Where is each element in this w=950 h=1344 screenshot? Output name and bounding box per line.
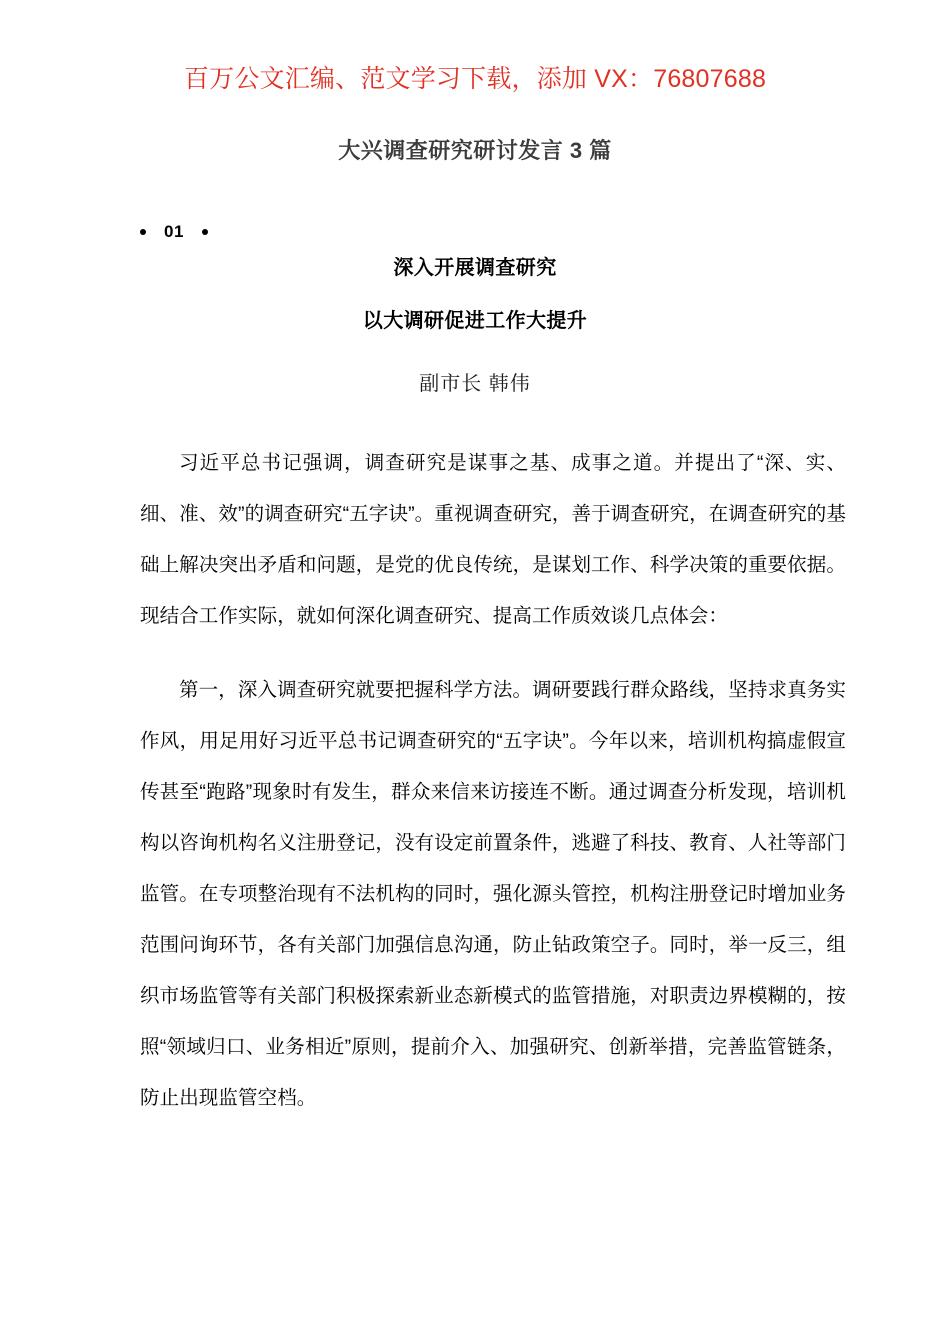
bullet-dot-right-icon: [202, 229, 208, 235]
section-marker: [140, 222, 208, 242]
promo-header-text: 百万公文汇编、范文学习下载，添加 VX：76807688: [183, 65, 767, 93]
section-heading-block: [0, 255, 950, 334]
section-heading-line-1: 深入开展调查研究: [393, 257, 557, 279]
body-paragraph: 习近平总书记强调，调查研究是谋事之基、成事之道。并提出了“深、实、细、准、效”的调查研究“五字诀”。重视调查研究，善于调查研究，在调查研究的基础上解决突出矛盾和问题，是党的优良传统，是谋划工作、科学决策的重要依据。现结合工作实际，就如何深化调查研究、提高工作质效谈几点体会：: [140, 452, 846, 627]
author-byline: 副市长 韩伟: [419, 373, 531, 395]
page-title: 大兴调查研究研讨发言 3 篇: [338, 138, 612, 163]
bullet-dot-left-icon: [140, 229, 146, 235]
body-paragraph: 第一，深入调查研究就要把握科学方法。调研要践行群众路线，坚持求真务实作风，用足用好习近平总书记调查研究的“五字诀”。今年以来，培训机构搞虚假宣传甚至“跑路”现象时有发生，群众来信来访接连不断。通过调查分析发现，培训机构以咨询机构名义注册登记，没有设定前置条件，逃避了科技、教育、人社等部门监管。在专项整治现有不法机构的同时，强化源头管控，机构注册登记时增加业务范围问询环节，各有关部门加强信息沟通，防止钻政策空子。同时，举一反三，组织市场监管等有关部门积极探索新业态新模式的监管措施，对职责边界模糊的，按照“领域归口、业务相近”原则，提前介入、加强研究、创新举措，完善监管链条，防止出现监管空档。: [140, 679, 846, 1109]
section-heading-line-2: 以大调研促进工作大提升: [362, 310, 588, 332]
body-content: [140, 438, 846, 1124]
section-number: 01: [164, 222, 184, 241]
